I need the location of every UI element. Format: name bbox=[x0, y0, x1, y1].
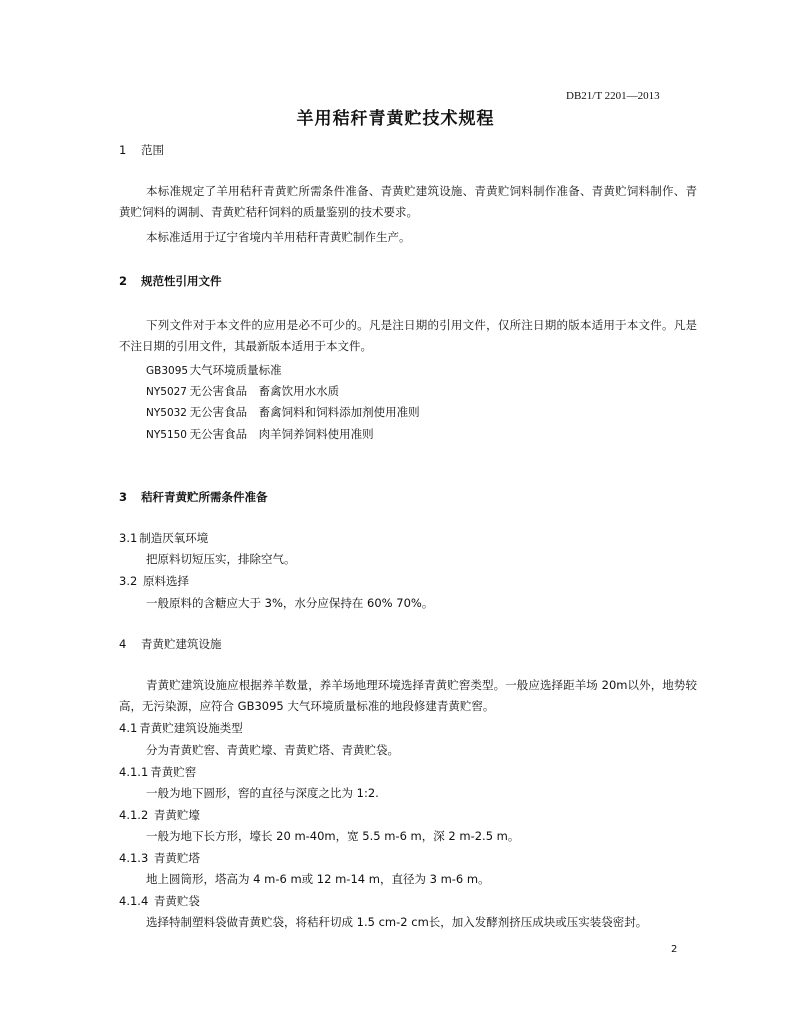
section-title: 青黄贮建筑设施 bbox=[141, 637, 222, 651]
subsection-title: 青黄贮壕 bbox=[153, 808, 200, 822]
section-title: 规范性引用文件 bbox=[141, 274, 222, 288]
subsection-number: 3.1 bbox=[119, 531, 138, 545]
subsection-4-1-1-text: 一般为地下圆形，窖的直径与深度之比为 1:2. bbox=[146, 786, 379, 800]
reference-code: NY5150 bbox=[146, 429, 187, 441]
reference-item bbox=[146, 362, 282, 378]
reference-item bbox=[146, 426, 374, 442]
section-4-paragraph: 青黄贮建筑设施应根据养羊数量，养羊场地理环境选择青黄贮窖类型。一般应选择距羊场 20m以外，地势较高，无污染源，应符合 GB3095 大气环境质量标准的地段修建青黄贮窖。 bbox=[119, 678, 697, 713]
section-1-heading bbox=[119, 142, 164, 158]
subsection-number: 4.1.3 bbox=[119, 851, 149, 865]
subsection-4-1-2-heading bbox=[119, 807, 200, 823]
reference-item bbox=[146, 383, 339, 399]
subsection-title: 青黄贮建筑设施类型 bbox=[139, 721, 243, 735]
subsection-number: 4.1 bbox=[119, 721, 138, 735]
subsection-3-2-text: 一般原料的含糖应大于 3%，水分应保持在 60% 70%。 bbox=[146, 596, 434, 610]
section-1-paragraph-1: 本标准规定了羊用秸秆青黄贮所需条件准备、青黄贮建筑设施、青黄贮饲料制作准备、青黄贮饲料制作、青黄贮饲料的调制、青黄贮秸秆饲料的质量鉴别的技术要求。 bbox=[119, 184, 697, 219]
reference-title: 无公害食品 畜禽饲料和饲料添加剂使用准则 bbox=[189, 405, 420, 419]
section-2-paragraph: 下列文件对于本文件的应用是必不可少的。凡是注日期的引用文件，仅所注日期的版本适用于本文件。凡是不注日期的引用文件，其最新版本适用于本文件。 bbox=[119, 318, 697, 353]
reference-code: NY5032 bbox=[146, 407, 187, 419]
reference-title: 大气环境质量标准 bbox=[189, 363, 282, 377]
reference-title: 无公害食品 肉羊饲养饲料使用准则 bbox=[189, 427, 374, 441]
section-number: 2 bbox=[119, 274, 128, 288]
subsection-4-1-heading bbox=[119, 720, 243, 736]
reference-title: 无公害食品 畜禽饮用水水质 bbox=[189, 384, 340, 398]
section-title: 秸秆青黄贮所需条件准备 bbox=[141, 490, 268, 504]
subsection-number: 4.1.2 bbox=[119, 808, 149, 822]
subsection-number: 3.2 bbox=[119, 574, 138, 588]
section-number: 3 bbox=[119, 490, 128, 504]
document-title: 羊用秸秆青黄贮技术规程 bbox=[296, 109, 495, 129]
section-number: 4 bbox=[119, 637, 127, 651]
reference-item bbox=[146, 404, 420, 420]
subsection-title: 青黄贮塔 bbox=[153, 851, 200, 865]
subsection-title: 制造厌氧环境 bbox=[139, 531, 209, 545]
subsection-title: 青黄贮窖 bbox=[150, 765, 197, 779]
subsection-4-1-3-heading bbox=[119, 850, 200, 866]
subsection-4-1-2-text: 一般为地下长方形，壕长 20 m-40m，宽 5.5 m-6 m，深 2 m-2.5 m。 bbox=[146, 829, 520, 843]
reference-code: NY5027 bbox=[146, 386, 187, 398]
subsection-3-1-heading bbox=[119, 530, 208, 546]
subsection-4-1-1-heading bbox=[119, 764, 196, 780]
subsection-title: 原料选择 bbox=[142, 574, 189, 588]
subsection-number: 4.1.1 bbox=[119, 765, 149, 779]
subsection-4-1-4-heading bbox=[119, 893, 200, 909]
section-3-heading bbox=[119, 489, 268, 505]
subsection-3-2-heading bbox=[119, 573, 189, 589]
section-4-heading bbox=[119, 636, 222, 652]
subsection-4-1-text: 分为青黄贮窖、青黄贮壕、青黄贮塔、青黄贮袋。 bbox=[146, 743, 399, 757]
section-title: 范围 bbox=[141, 143, 164, 157]
subsection-4-1-3-text: 地上圆筒形，塔高为 4 m-6 m或 12 m-14 m，直径为 3 m-6 m。 bbox=[146, 872, 490, 886]
section-number: 1 bbox=[119, 143, 127, 157]
standard-code: DB21/T 2201—2013 bbox=[566, 90, 660, 102]
subsection-4-1-4-text: 选择特制塑料袋做青黄贮袋，将秸秆切成 1.5 cm-2 cm长，加入发酵剂挤压成块或压实装袋密封。 bbox=[146, 915, 648, 929]
subsection-title: 青黄贮袋 bbox=[153, 894, 200, 908]
reference-code: GB3095 bbox=[146, 365, 189, 377]
subsection-3-1-text: 把原料切短压实，排除空气。 bbox=[146, 552, 296, 566]
section-1-paragraph-2: 本标准适用于辽宁省境内羊用秸秆青黄贮制作生产。 bbox=[146, 230, 411, 244]
page-number: 2 bbox=[671, 944, 678, 955]
subsection-number: 4.1.4 bbox=[119, 894, 149, 908]
section-2-heading bbox=[119, 273, 222, 289]
